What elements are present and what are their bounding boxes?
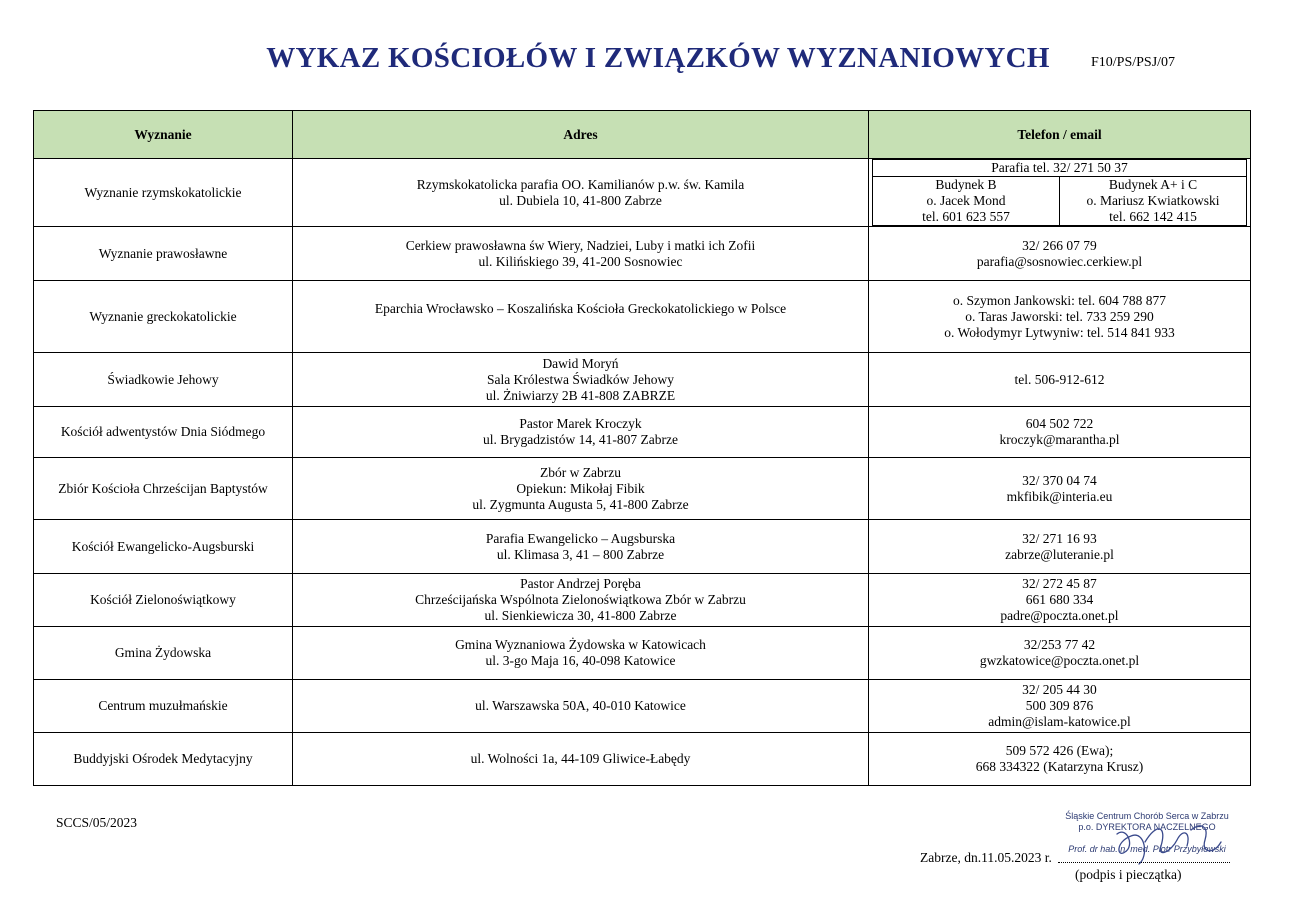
adres-line: ul. Brygadzistów 14, 41-807 Zabrze (483, 432, 678, 447)
table-row (34, 227, 1251, 281)
contact-cell (869, 680, 1251, 733)
contact-line: tel. 601 623 557 (922, 209, 1010, 224)
contact-line: 32/ 271 16 93 (1022, 530, 1097, 546)
contact-line: 661 680 334 (1025, 592, 1094, 607)
contact-split-table (872, 159, 1247, 226)
table-row (34, 458, 1251, 520)
contact-cell (869, 407, 1251, 458)
contact-cell (869, 458, 1251, 520)
adres-line: Parafia Ewangelicko – Augsburska (485, 530, 676, 546)
contact-line: 604 502 722 (1025, 416, 1094, 431)
contact-line: o. Taras Jaworski: tel. 733 259 290 (965, 308, 1154, 324)
adres-line: ul. Zygmunta Augusta 5, 41-800 Zabrze (472, 496, 689, 512)
contact-line: 32/ 272 45 87 (1022, 576, 1097, 591)
header-wyznanie: Wyznanie (34, 111, 293, 159)
contact-email: zabrze@luteranie.pl (1005, 546, 1114, 562)
contact-email: parafia@sosnowiec.cerkiew.pl (976, 253, 1143, 269)
handwritten-signature (1105, 812, 1225, 872)
table-header-row (34, 111, 1251, 159)
adres-line: Gmina Wyznaniowa Żydowska w Katowicach (455, 637, 706, 652)
adres-cell (293, 520, 869, 574)
contact-line: 32/ 205 44 30 (1022, 682, 1097, 697)
wyznanie-cell: Kościół Zielonoświątkowy (34, 574, 293, 627)
contact-cell (869, 733, 1251, 786)
adres-line: ul. 3-go Maja 16, 40-098 Katowice (485, 653, 676, 668)
contact-line: 32/ 370 04 74 (1022, 472, 1097, 488)
wyznanie-cell: Świadkowie Jehowy (34, 353, 293, 407)
contact-email: kroczyk@marantha.pl (999, 432, 1120, 447)
churches-table (33, 110, 1251, 786)
wyznanie-cell: Gmina Żydowska (34, 627, 293, 680)
contact-line: o. Szymon Jankowski: tel. 604 788 877 (953, 292, 1166, 308)
table-row (34, 407, 1251, 458)
contact-line: 32/253 77 42 (1023, 637, 1096, 652)
contact-line: tel. 662 142 415 (1109, 209, 1197, 224)
adres-cell (293, 353, 869, 407)
document-reference: SCCS/05/2023 (56, 815, 138, 830)
adres-line: ul. Dubiela 10, 41-800 Zabrze (499, 192, 662, 208)
contact-line: 32/ 266 07 79 (1022, 237, 1097, 253)
document-title: WYKAZ KOŚCIOŁÓW I ZWIĄZKÓW WYZNANIOWYCH (266, 42, 1050, 74)
header-adres: Adres (293, 111, 869, 159)
adres-line: Sala Królestwa Świadków Jehowy (486, 371, 675, 387)
contact-cell (869, 281, 1251, 353)
adres-line: Chrześcijańska Wspólnota Zielonoświątkowa Zbór w Zabrzu (415, 592, 746, 607)
table-row (34, 520, 1251, 574)
adres-line: ul. Klimasa 3, 41 – 800 Zabrze (496, 546, 665, 562)
wyznanie-cell: Kościół Ewangelicko-Augsburski (34, 520, 293, 574)
place-and-date: Zabrze, dn.11.05.2023 r. (920, 850, 1052, 865)
contact-line: o. Mariusz Kwiatkowski (1086, 193, 1220, 208)
contact-line: tel. 506-912-612 (1014, 371, 1105, 387)
contact-email: padre@poczta.onet.pl (1000, 608, 1119, 623)
adres-cell (293, 627, 869, 680)
wyznanie-cell: Zbiór Kościoła Chrześcijan Baptystów (34, 458, 293, 520)
adres-cell (293, 733, 869, 786)
contact-line: o. Wołodymyr Lytwyniw: tel. 514 841 933 (944, 324, 1175, 340)
adres-line: Cerkiew prawosławna św Wiery, Nadziei, Luby i matki ich Zofii (405, 237, 756, 253)
wyznanie-cell: Buddyjski Ośrodek Medytacyjny (34, 733, 293, 786)
stamp-line: Śląskie Centrum Chorób Serca w Zabrzu (1065, 811, 1229, 821)
contact-cell (869, 353, 1251, 407)
wyznanie-cell: Wyznanie greckokatolickie (34, 281, 293, 353)
contact-cell (869, 227, 1251, 281)
adres-line: ul. Wolności 1a, 44-109 Gliwice-Łabędy (470, 751, 691, 766)
adres-line: Dawid Moryń (542, 355, 619, 371)
adres-line: Pastor Andrzej Poręba (520, 576, 641, 591)
adres-line: ul. Warszawska 50A, 40-010 Katowice (475, 698, 686, 713)
contact-line: 509 572 426 (Ewa); (1005, 743, 1114, 758)
table-row (34, 574, 1251, 627)
table-row (34, 680, 1251, 733)
form-code: F10/PS/PSJ/07 (1091, 55, 1176, 70)
contact-building-b (873, 177, 1060, 226)
contact-cell (869, 627, 1251, 680)
contact-cell (869, 159, 1251, 227)
contact-line: 668 334322 (Katarzyna Krusz) (975, 759, 1144, 774)
contact-email: gwzkatowice@poczta.onet.pl (979, 653, 1140, 668)
table-row (34, 627, 1251, 680)
adres-cell (293, 680, 869, 733)
contact-line: Budynek A+ i C (1108, 177, 1198, 192)
stamp-line: Prof. dr hab. n. med. Piotr Przybyłowski (1068, 844, 1226, 854)
signature-line (1058, 862, 1230, 863)
contact-line: o. Jacek Mond (926, 193, 1006, 208)
contact-cell (869, 574, 1251, 627)
table-row (34, 733, 1251, 786)
adres-line: Rzymskokatolicka parafia OO. Kamilianów p.w. św. Kamila (416, 176, 745, 192)
adres-cell (293, 227, 869, 281)
table-row (34, 281, 1251, 353)
adres-cell (293, 281, 869, 353)
wyznanie-cell: Wyznanie prawosławne (34, 227, 293, 281)
adres-line: Pastor Marek Kroczyk (519, 416, 642, 431)
contact-line: Budynek B (935, 177, 997, 192)
adres-line: Opiekun: Mikołaj Fibik (516, 480, 645, 496)
contact-cell (869, 520, 1251, 574)
adres-line: ul. Żniwiarzy 2B 41-808 ZABRZE (485, 387, 676, 403)
adres-line: Zbór w Zabrzu (540, 464, 621, 480)
adres-cell (293, 574, 869, 627)
adres-line: ul. Sienkiewicza 30, 41-800 Zabrze (484, 608, 677, 623)
adres-line: Eparchia Wrocławsko – Koszalińska Kościoła Greckokatolickiego w Polsce (374, 301, 787, 316)
contact-building-a-c (1060, 177, 1247, 226)
signature-caption: (podpis i pieczątka) (1075, 867, 1182, 882)
wyznanie-cell: Wyznanie rzymskokatolickie (34, 159, 293, 227)
table-row (34, 159, 1251, 227)
contact-parish-phone: Parafia tel. 32/ 271 50 37 (873, 160, 1247, 177)
table-row (34, 353, 1251, 407)
contact-email: mkfibik@interia.eu (1006, 488, 1113, 504)
wyznanie-cell: Centrum muzułmańskie (34, 680, 293, 733)
adres-line: ul. Kilińskiego 39, 41-200 Sosnowiec (478, 253, 683, 269)
contact-email: admin@islam-katowice.pl (988, 714, 1131, 729)
contact-line: 500 309 876 (1025, 698, 1094, 713)
stamp-line: p.o. DYREKTORA NACZELNEGO (1078, 822, 1216, 832)
adres-cell (293, 407, 869, 458)
wyznanie-cell: Kościół adwentystów Dnia Siódmego (34, 407, 293, 458)
adres-cell (293, 458, 869, 520)
adres-cell (293, 159, 869, 227)
header-telefon: Telefon / email (869, 111, 1251, 159)
